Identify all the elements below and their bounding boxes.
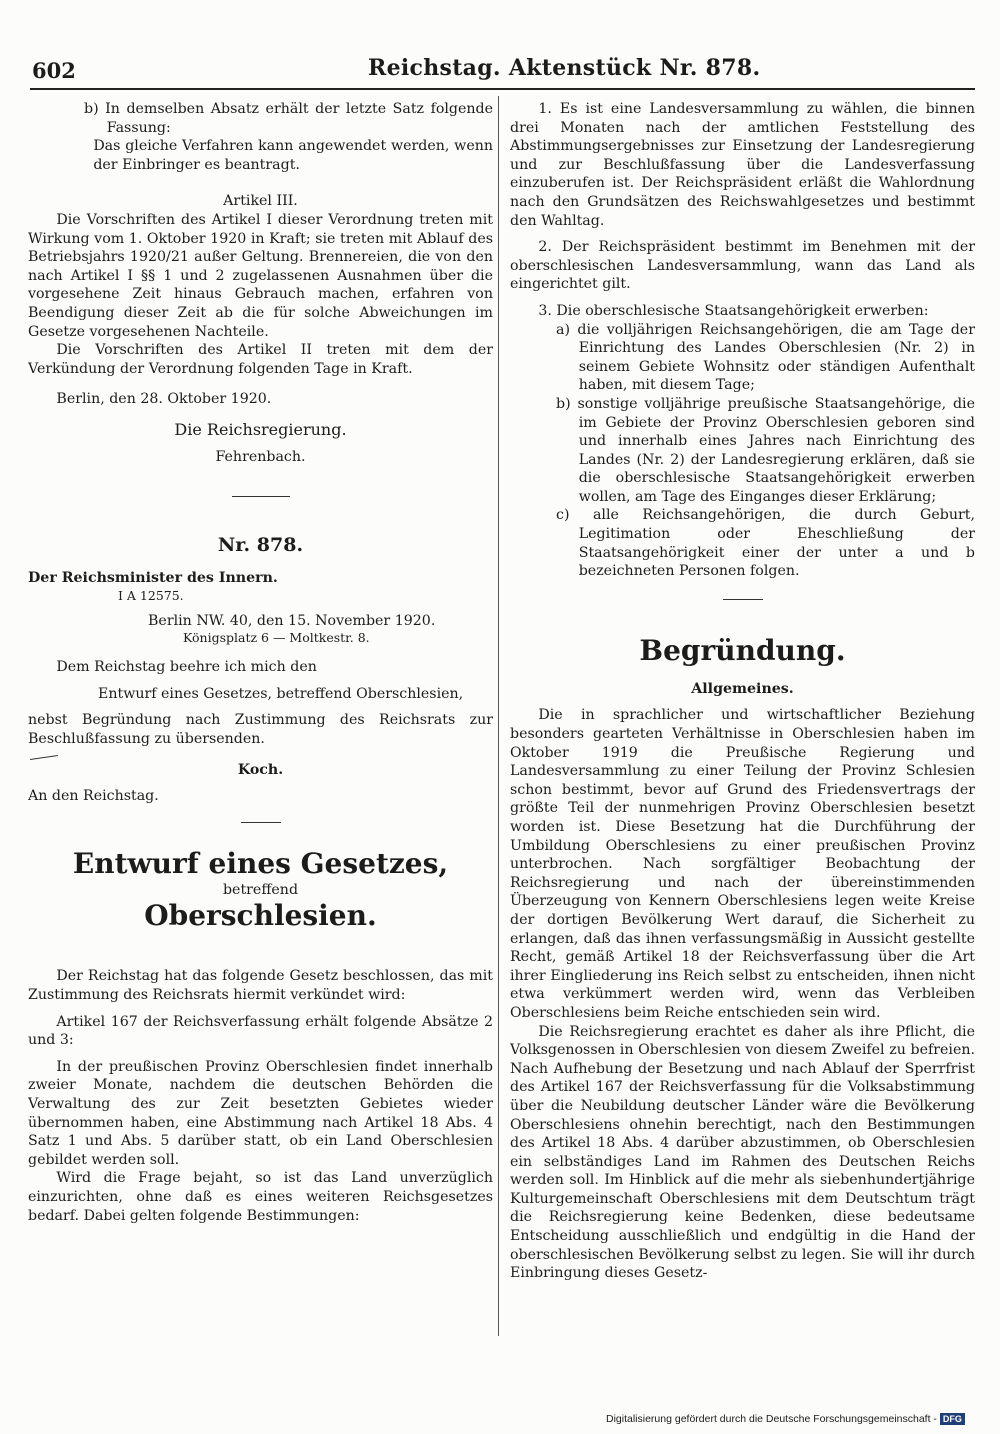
provision-3b: b) sonstige volljährige preußische Staatsangehörige, die im Gebiete der Provinz Oberschlesien geboren sind und innerhalb eines Jahres nach Einrichtung des Landes (Nr. 2) der Landesregierung erklären, daß sie die oberschlesische Staatsangehörigkeit erwerben wollen, am Tage des Einganges dieser Erklärung; (556, 395, 975, 505)
date-line: Berlin, den 28. Oktober 1920. (56, 391, 272, 408)
item-b-quote: Das gleiche Verfahren kann angewendet werden, wenn der Einbringer es beantragt. (93, 138, 493, 173)
reference-number: I A 12575. (118, 587, 184, 603)
artikel3-paragraph-2: Die Vorschriften des Artikel II treten mit dem der Verkündung der Verordnung folgenden Tage in Kraft. (28, 342, 493, 377)
digitization-credit (606, 1413, 965, 1425)
provision-1: 1. Es ist eine Landesversammlung zu wählen, die binnen drei Monaten nach der amtlichen Feststellung des Abstimmungsergebnisses zur Einsetzung der Landesregierung und zur Beschlußfassung über die Landesverfassung einzuberufen ist. Der Reichspräsident erläßt die Wahlordnung nach den Grundsätzen des Reichswahlgesetzes und bestimmt den Wahltag. (510, 101, 975, 229)
credit-text: Digitalisierung gefördert durch die Deutsche Forschungsgemeinschaft - (606, 1413, 937, 1425)
begruendung-paragraph-1: Die in sprachlicher und wirtschaftlicher Beziehung besonders gearteten Verhältnisse in Oberschlesien haben im Oktober 1919 die Preußische Regierung und Landesversammlung zu einer Teilung der Provinz Schlesien schon bestimmt, bevor auf Grund des Friedensvertrags der größte Teil der nunmehrigen Provinz Oberschlesien besetzt worden ist. Diese Besetzung hat die Durchführung der Umbildung Oberschlesiens zu einer preußischen Provinz unterbrochen. Nach sorgfältiger Beobachtung der Reichsregierung und nach der übereinstimmenden Überzeugung von Kennern Oberschlesiens legen weite Kreise der dortigen Bevölkerung Wert darauf, die Sicherheit zu erlangen, daß das ihnen verfassungsmäßig in Aussicht gestellte Recht, gemäß Artikel 18 der Reichsverfassung über die Art ihrer Eingliederung ins Reich selbst zu entscheiden, ihnen nicht etwa verkümmert werden wird, wenn das Verbleiben Oberschlesiens beim Reiche entschieden sein wird. (510, 707, 975, 1021)
draft-subject: Oberschlesien. (144, 899, 377, 933)
letter-opening: Dem Reichstag beehre ich mich den (56, 659, 317, 676)
government-signature: Die Reichsregierung. (174, 419, 347, 439)
draft-betreffend: betreffend (222, 881, 299, 898)
column-divider (498, 96, 499, 1336)
letter-closing: nebst Begründung nach Zustimmung des Reichsrats zur Beschlußfassung zu übersenden. (28, 712, 493, 748)
signatory-fehrenbach: Fehrenbach. (215, 448, 306, 465)
document-number: Nr. 878. (217, 534, 304, 557)
right-column (510, 100, 975, 1283)
provision-3a: a) die volljährigen Reichsangehörigen, die am Tage der Einrichtung des Landes Oberschlesien (Nr. 2) in seinem Gebiete Wohnsitz oder ständigen Aufenthalt haben, mit diesem Tage; (556, 321, 975, 394)
enactment-clause: Der Reichstag hat das folgende Gesetz beschlossen, das mit Zustimmung des Reichsrats hiermit verkündet wird: (28, 968, 493, 1004)
running-title: Reichstag. Aktenstück Nr. 878. (368, 55, 761, 81)
recipient: An den Reichstag. (28, 788, 159, 805)
article-167-intro: Artikel 167 der Reichsverfassung erhält folgende Absätze 2 und 3: (28, 1013, 493, 1049)
provision-3c: c) alle Reichsangehörigen, die durch Geburt, Legitimation oder Eheschließung der Staatsangehörigkeit einer der unter a und b bezeichneten Personen folgen. (556, 507, 975, 580)
draft-title: Entwurf eines Gesetzes, (72, 846, 449, 880)
place-date: Berlin NW. 40, den 15. November 1920. (148, 612, 436, 629)
header-rule (30, 88, 975, 90)
article-167-paragraph-3: Wird die Frage bejaht, so ist das Land unverzüglich einzurichten, ohne daß es eines weiteren Reichsgesetzes bedarf. Dabei gelten folgende Bestimmungen: (28, 1170, 493, 1224)
item-b: b) In demselben Absatz erhält der letzte Satz folgende Fassung: (84, 101, 493, 136)
artikel3-paragraph-1: Die Vorschriften des Artikel I dieser Verordnung treten mit Wirkung vom 1. Oktober 1920 in Kraft; sie treten mit Ablauf des Betriebsjahrs 1920/21 außer Geltung. Brennereien, die von den nach Artikel I §§ 1 und 2 zugelassenen Ausnahmen über die vorgesehene Zeit hinaus Gebrauch machen, erfahren von Beendigung dieser Zeit ab die für solche Abweichungen im Gesetze vorgesehenen Nachteile. (28, 211, 493, 340)
left-column (28, 100, 493, 1225)
signatory-koch: Koch. (237, 761, 284, 778)
address: Königsplatz 6 — Moltkestr. 8. (183, 630, 370, 646)
separator-rule (232, 496, 290, 497)
begruendung-paragraph-2: Die Reichsregierung erachtet es daher als ihre Pflicht, die Volksgenossen in Oberschlesien von diesem Zweifel zu befreien. Nach Aufhebung der Besetzung und nach Ablauf der Sperrfrist des Artikel 167 der Reichsverfassung für die Volksabstimmung über die Neubildung deutscher Länder wäre die Bevölkerung Oberschlesiens ohnehin berechtigt, nach den Bestimmungen des Artikel 18 Abs. 4 darüber abzustimmen, ob Oberschlesien ein selbständiges Land im Rahmen des Deutschen Reichs werden soll. Im Hinblick auf die mehr als siebenhundertjährige Kulturgemeinschaft Oberschlesiens mit dem Deutschtum trägt die Reichsregierung keine Bedenken, diese bedeutsame Entscheidung ausschließlich und endgültig in die Hand der oberschlesischen Bevölkerung selbst zu legen. Sie will ihr durch Einbringung dieses Gesetz- (510, 1023, 975, 1282)
separator-rule-2 (241, 822, 281, 823)
letter-subject: Entwurf eines Gesetzes, betreffend Oberschlesien, (98, 685, 464, 702)
sender: Der Reichsminister des Innern. (28, 570, 278, 587)
begruendung-title: Begründung. (639, 633, 846, 667)
page-number: 602 (32, 58, 76, 83)
provision-3: 3. Die oberschlesische Staatsangehörigkeit erwerben: (538, 302, 929, 319)
separator-rule-right (723, 599, 763, 600)
allgemeines-heading: Allgemeines. (691, 680, 794, 697)
artikel3-heading: Artikel III. (223, 193, 298, 210)
dfg-logo: DFG (940, 1413, 965, 1425)
article-167-paragraph-2: In der preußischen Provinz Oberschlesien findet innerhalb zweier Monate, nachdem die deutschen Behörden die Verwaltung des zur Zeit besetzten Gebietes wieder übernommen haben, eine Abstimmung nach Artikel 18 Abs. 4 Satz 1 und Abs. 5 darüber statt, ob ein Land Oberschlesien gebildet werden soll. (28, 1058, 493, 1168)
provision-2: 2. Der Reichspräsident bestimmt im Benehmen mit der oberschlesischen Landesversammlung, wann das Land als eingerichtet gilt. (510, 239, 975, 293)
